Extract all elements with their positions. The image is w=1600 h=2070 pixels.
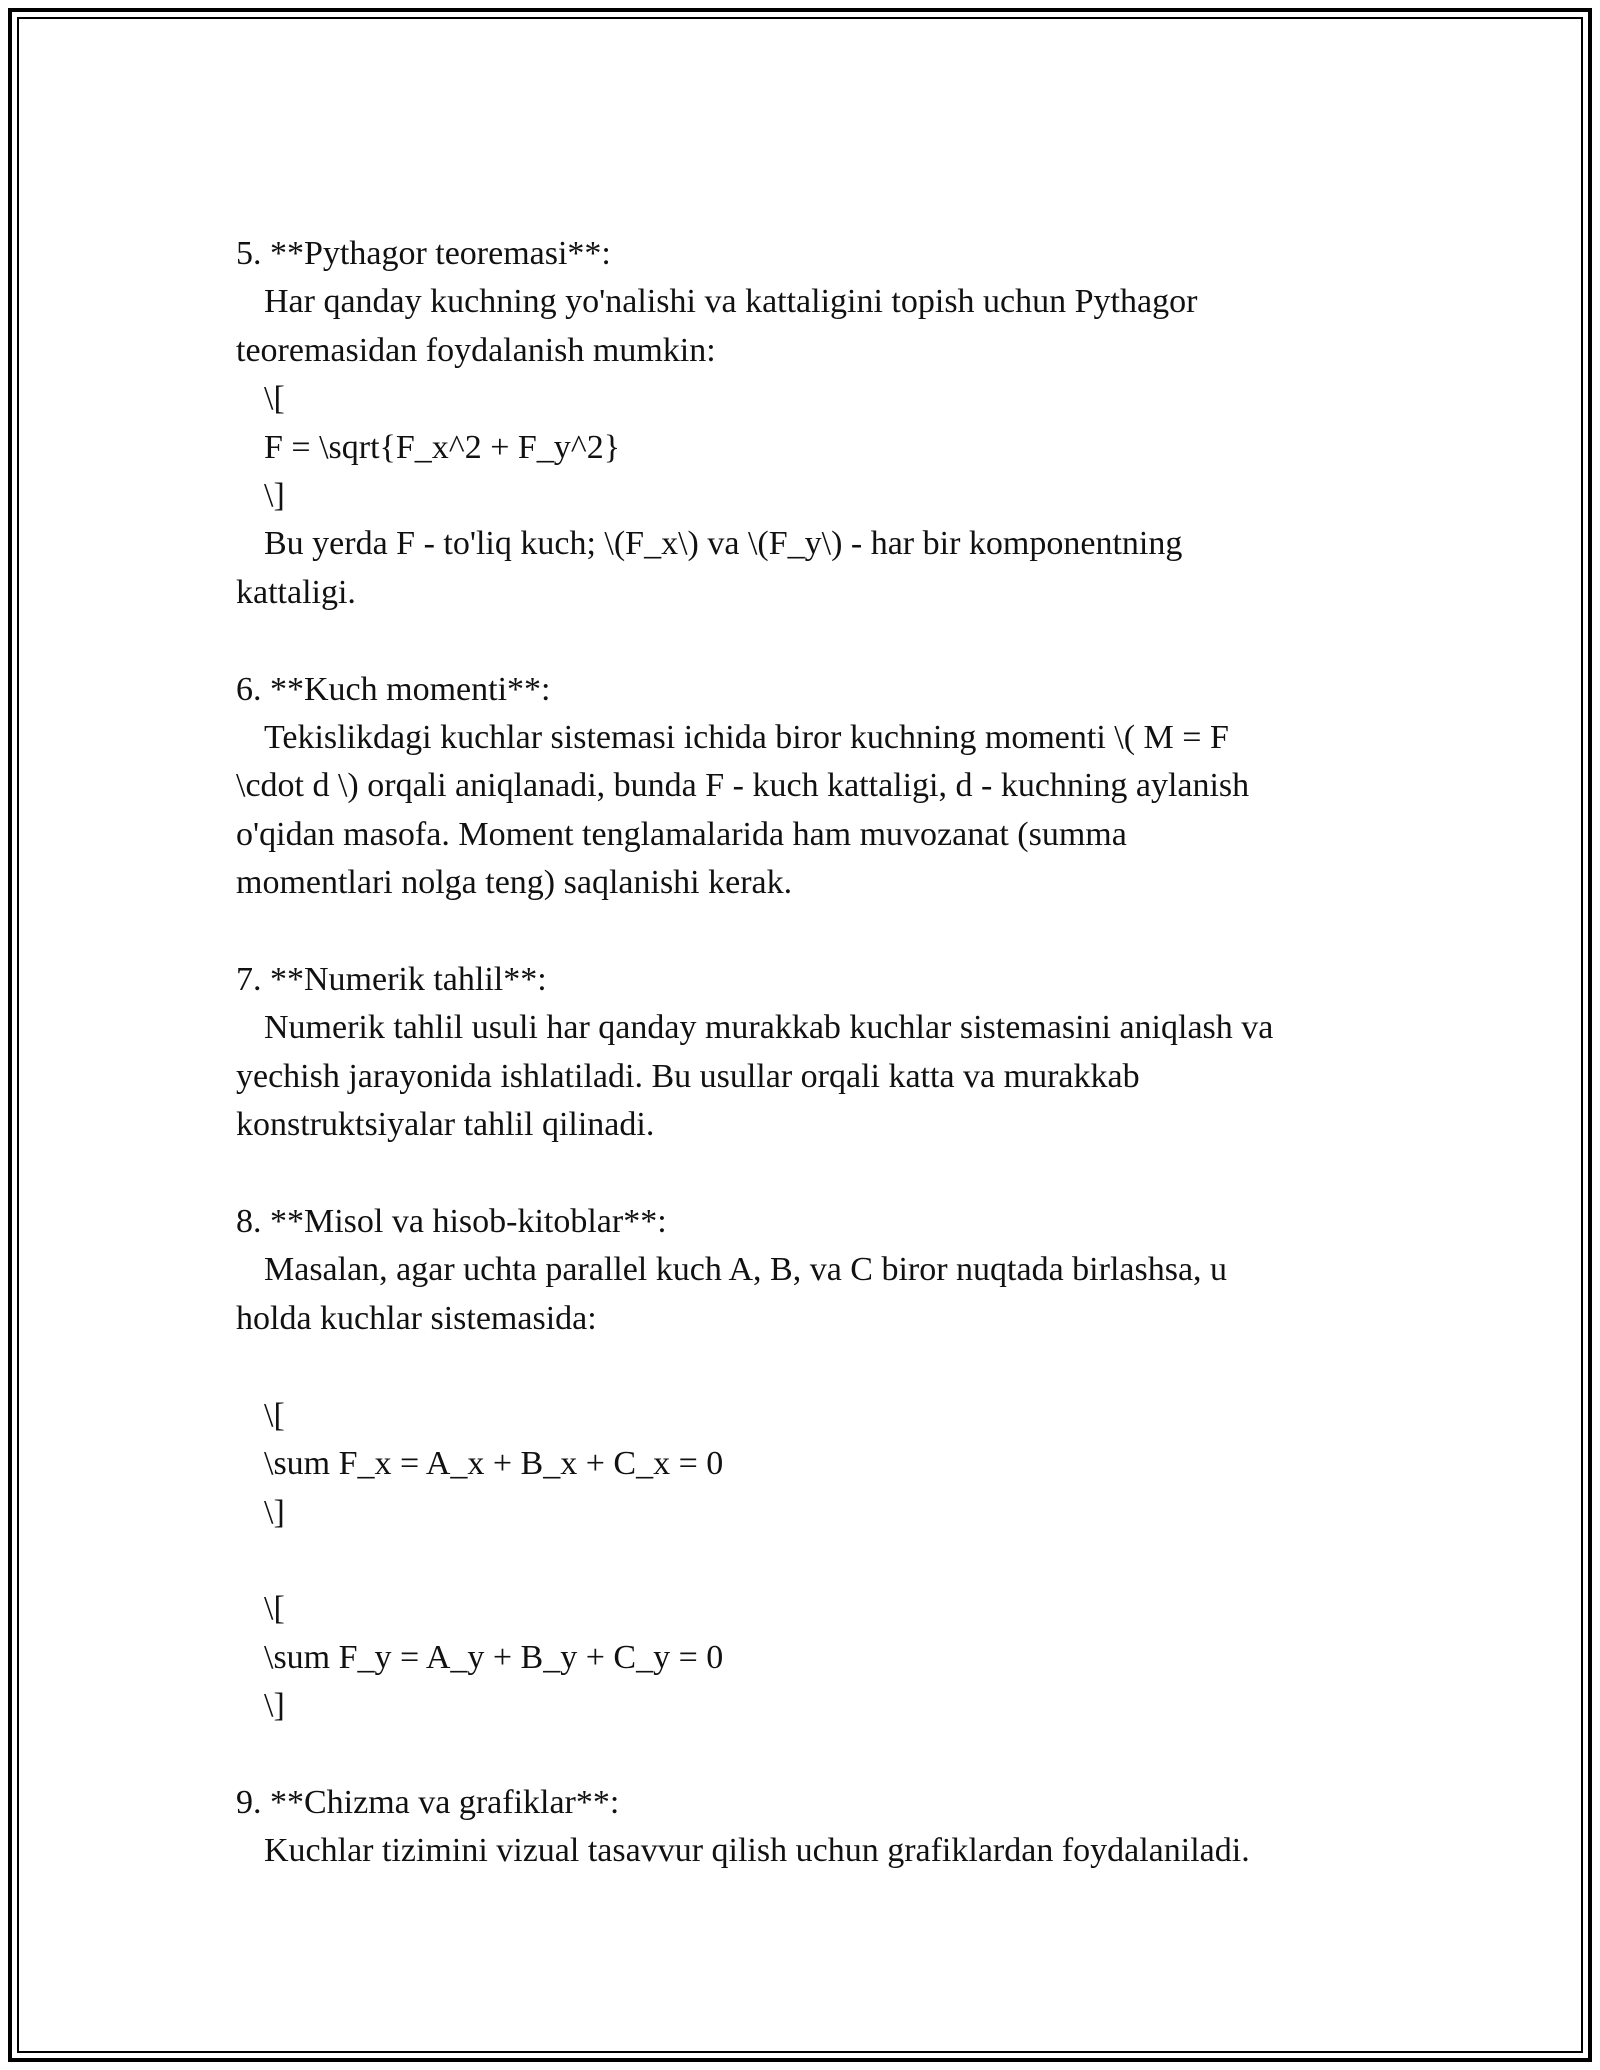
formula: \sum F_x = A_x + B_x + C_x = 0 [264, 1445, 724, 1483]
formula-close: \] [264, 1687, 285, 1725]
paragraph-line: holda kuchlar sistemasida: [236, 1299, 597, 1337]
section-6 [236, 666, 1366, 908]
formula: \sum F_y = A_y + B_y + C_y = 0 [264, 1638, 724, 1676]
paragraph-line: Kuchlar tizimini vizual tasavvur qilish uchun grafiklardan foydalaniladi. [264, 1832, 1250, 1870]
paragraph-line: momentlari nolga teng) saqlanishi kerak. [236, 864, 793, 902]
formula-open: \[ [264, 1396, 285, 1434]
spacer [236, 1150, 1366, 1198]
formula: F = \sqrt{F_x^2 + F_y^2} [264, 428, 621, 466]
paragraph-line: yechish jarayonida ishlatiladi. Bu usullar orqali katta va murakkab [236, 1057, 1140, 1095]
section-9 [236, 1779, 1366, 1876]
section-heading: 9. **Chizma va grafiklar**: [236, 1783, 620, 1821]
document-body [236, 230, 1366, 1876]
spacer [236, 1731, 1366, 1779]
paragraph-line: Numerik tahlil usuli har qanday murakkab kuchlar sistemasini aniqlash va [264, 1009, 1274, 1047]
paragraph-line: o'qidan masofa. Moment tenglamalarida ham muvozanat (summa [236, 815, 1127, 853]
paragraph-line: Tekislikdagi kuchlar sistemasi ichida biror kuchning momenti \( M = F [264, 719, 1229, 757]
section-heading: 7. **Numerik tahlil**: [236, 961, 547, 999]
section-8 [236, 1198, 1366, 1730]
formula-close: \] [264, 477, 285, 515]
paragraph-line: Masalan, agar uchta parallel kuch A, B, va C biror nuqtada birlashsa, u [264, 1251, 1228, 1289]
paragraph-line: \cdot d \) orqali aniqlanadi, bunda F - kuch kattaligi, d - kuchning aylanish [236, 767, 1250, 805]
formula-open: \[ [264, 1590, 285, 1628]
formula-close: \] [264, 1493, 285, 1531]
section-5 [236, 230, 1366, 617]
spacer [236, 617, 1366, 665]
paragraph-line: Bu yerda F - to'liq kuch; \(F_x\) va \(F_y\) - har bir komponentning [264, 525, 1183, 563]
paragraph-line: teoremasidan foydalanish mumkin: [236, 331, 716, 369]
section-heading: 8. **Misol va hisob-kitoblar**: [236, 1203, 667, 1241]
paragraph-line: kattaligi. [236, 573, 356, 611]
paragraph-line: konstruktsiyalar tahlil qilinadi. [236, 1106, 655, 1144]
section-heading: 5. **Pythagor teoremasi**: [236, 235, 611, 272]
spacer [236, 1343, 1366, 1391]
spacer [236, 908, 1366, 956]
paragraph-line: Har qanday kuchning yo'nalishi va kattaligini topish uchun Pythagor [264, 283, 1198, 321]
spacer [236, 1537, 1366, 1585]
section-7 [236, 956, 1366, 1150]
section-heading: 6. **Kuch momenti**: [236, 670, 551, 708]
formula-open: \[ [264, 380, 285, 418]
